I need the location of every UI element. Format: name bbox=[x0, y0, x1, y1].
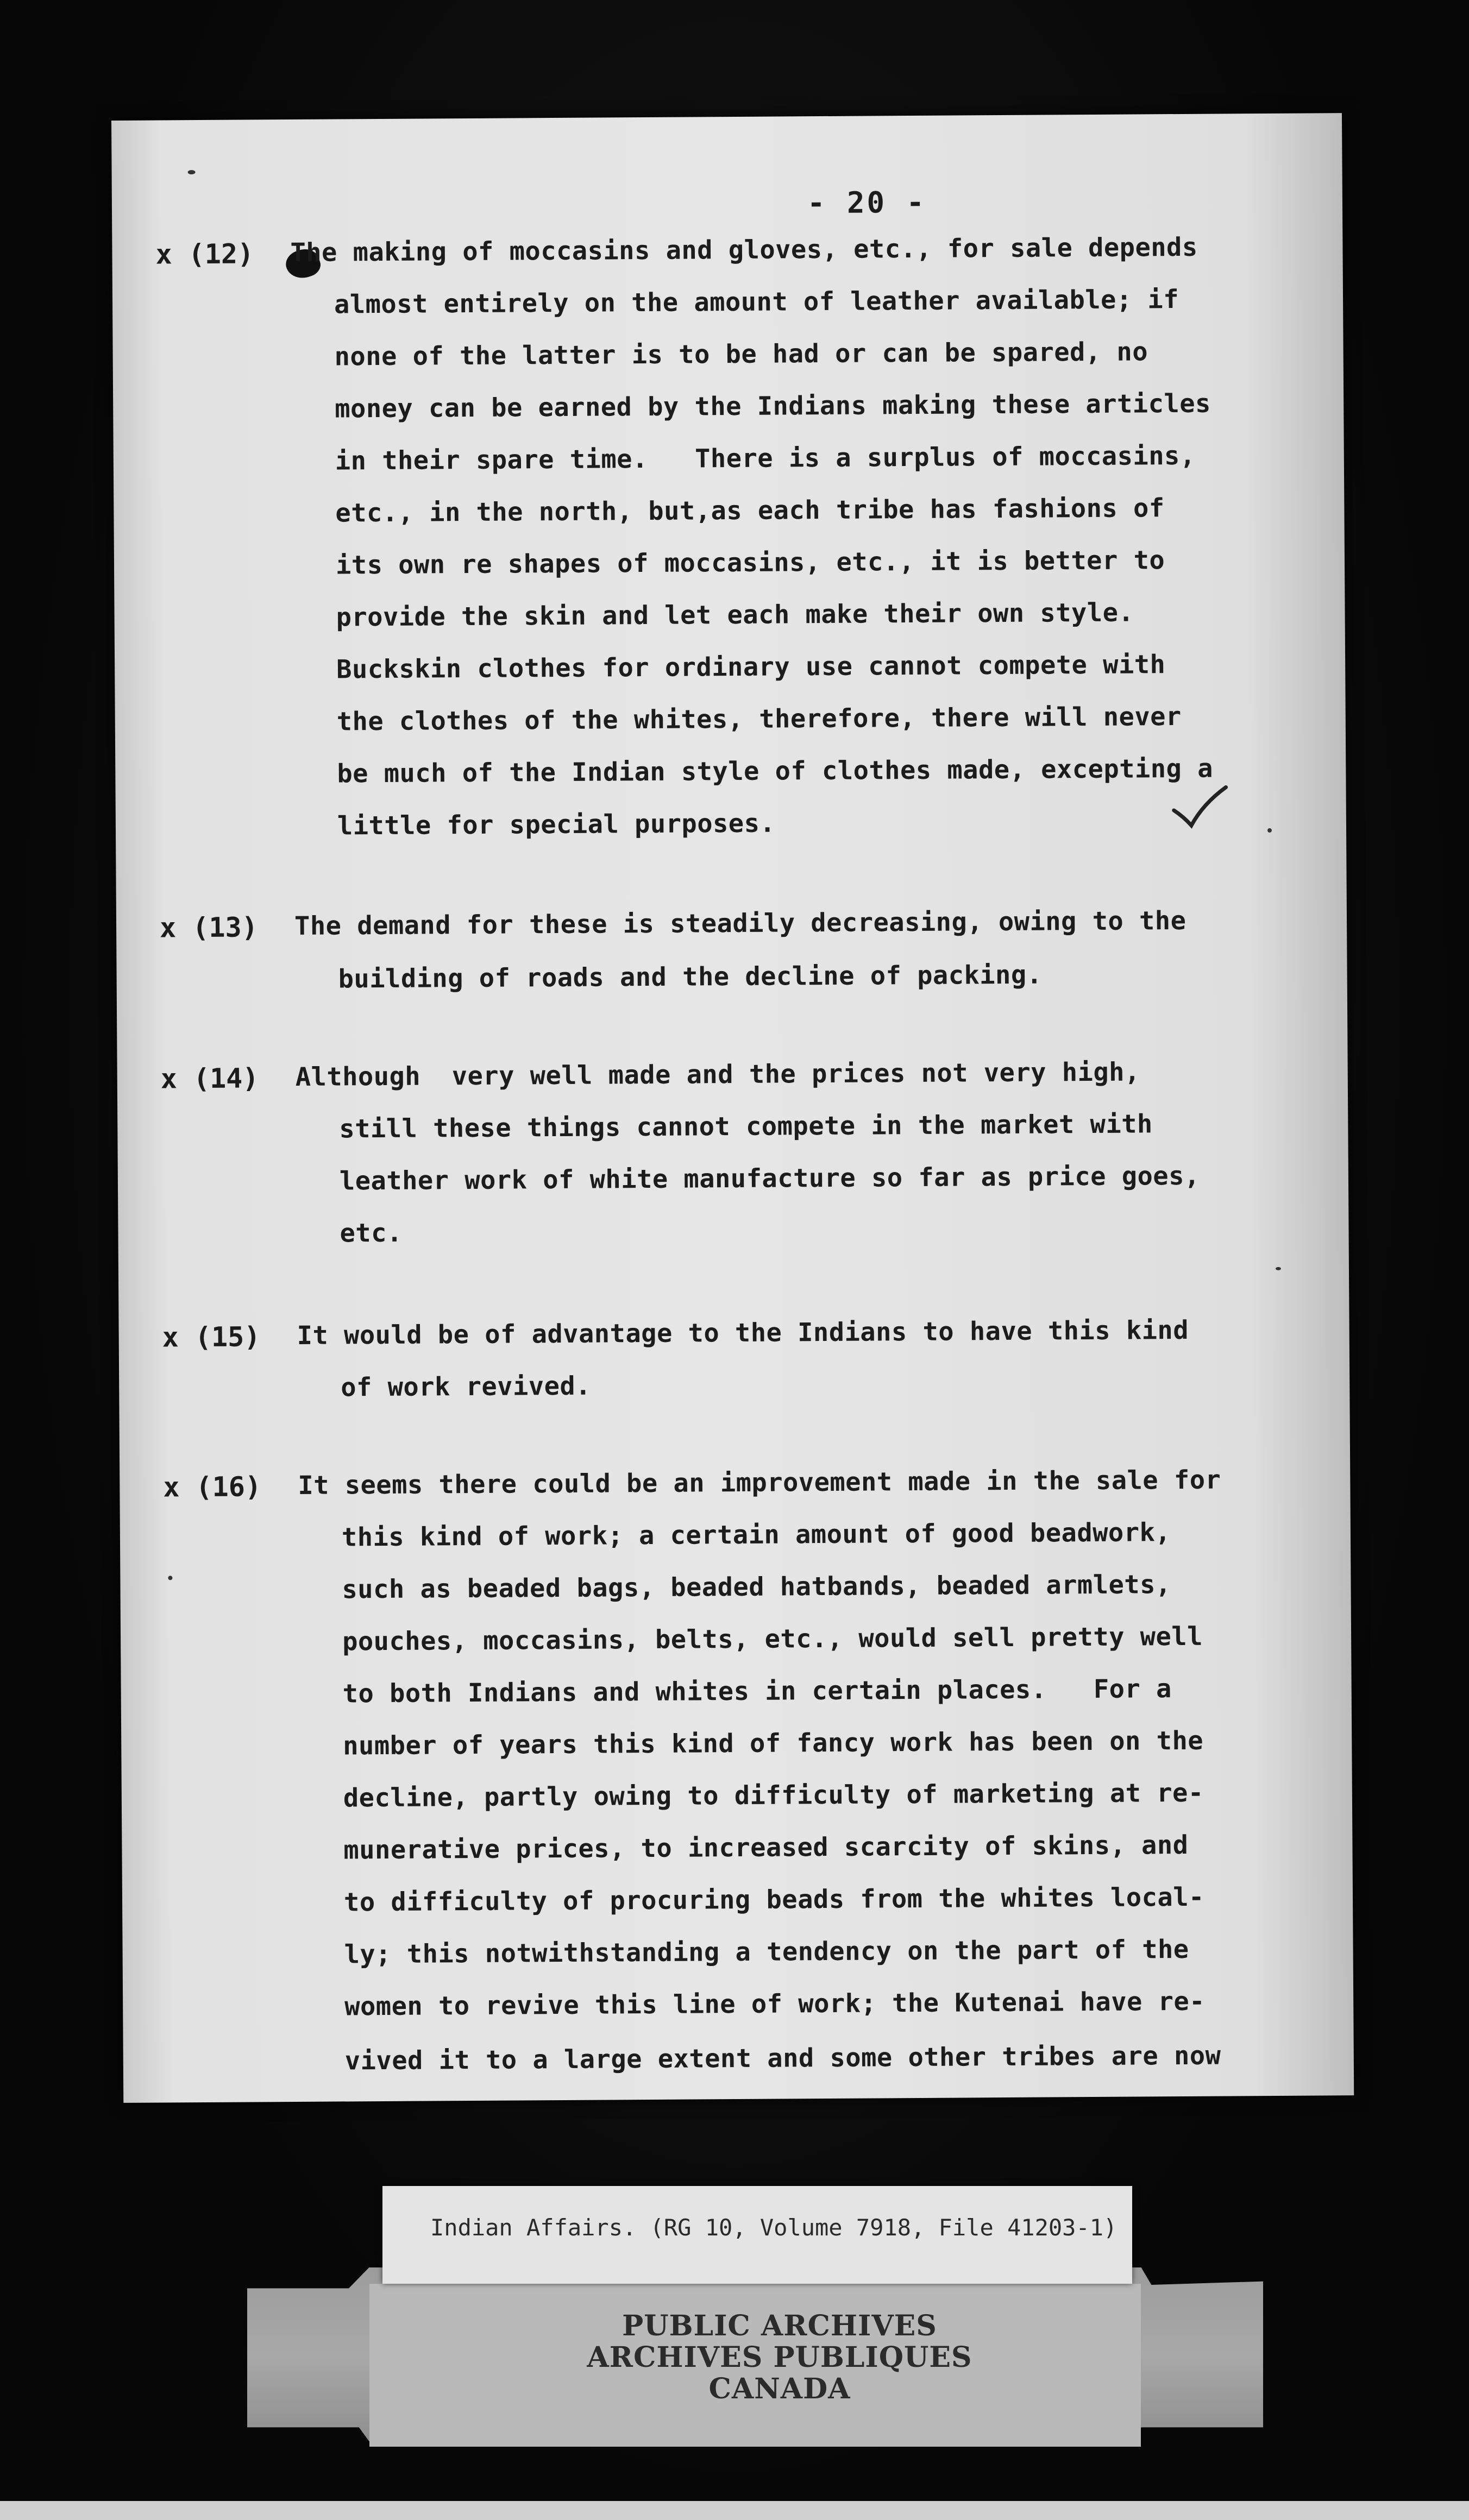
text-line: be much of the Indian style of clothes made, excepting a bbox=[337, 753, 1214, 789]
text-line: vived it to a large extent and some other tribes are now bbox=[344, 2040, 1221, 2076]
text-line: to both Indians and whites in certain places. For a bbox=[342, 1674, 1172, 1709]
text-line: building of roads and the decline of packing. bbox=[338, 960, 1043, 994]
text-line: this kind of work; a certain amount of good beadwork, bbox=[341, 1517, 1171, 1553]
film-speck bbox=[188, 170, 196, 174]
text-line: such as beaded bags, beaded hatbands, beaded armlets, bbox=[342, 1570, 1171, 1605]
film-bottom-edge bbox=[0, 2501, 1469, 2520]
text-line: Buckskin clothes for ordinary use cannot compete with bbox=[336, 650, 1166, 685]
text-line: none of the latter is to be had or can be spared, no bbox=[334, 337, 1148, 372]
text-line: provide the skin and let each make their own style. bbox=[336, 597, 1134, 633]
text-line: its own re shapes of moccasins, etc., it is better to bbox=[335, 545, 1165, 581]
text-line: etc., in the north, but,as each tribe has fashions of bbox=[335, 493, 1165, 528]
text-line: decline, partly owing to difficulty of marketing at re- bbox=[343, 1778, 1204, 1813]
paragraph-marker: x (16) bbox=[163, 1471, 262, 1503]
text-line: pouches, moccasins, belts, etc., would sell pretty well bbox=[342, 1621, 1203, 1657]
text-line: It seems there could be an improvement made in the sale for bbox=[298, 1465, 1221, 1501]
paragraph-marker: x (12) bbox=[155, 238, 254, 270]
text-line: money can be earned by the Indians making these articles bbox=[335, 388, 1211, 424]
text-line: little for special purposes. bbox=[337, 808, 776, 841]
paragraph-marker: x (13) bbox=[159, 911, 258, 944]
archive-stamp-line-3: CANADA bbox=[708, 2372, 851, 2405]
text-line: leather work of white manufacture so far as price goes, bbox=[339, 1161, 1200, 1196]
text-line: munerative prices, to increased scarcity of skins, and bbox=[343, 1830, 1189, 1866]
archive-reference-text: Indian Affairs. (RG 10, Volume 7918, File 41203-1) bbox=[430, 2214, 1118, 2241]
film-speck bbox=[168, 1576, 172, 1580]
text-line: ly; this notwithstanding a tendency on the part of the bbox=[344, 1934, 1189, 1970]
text-line: Although very well made and the prices not very high, bbox=[295, 1057, 1140, 1092]
film-speck bbox=[1276, 1267, 1281, 1270]
text-line: number of years this kind of fancy work has been on the bbox=[343, 1725, 1204, 1761]
text-line: still these things cannot compete in the market with bbox=[339, 1109, 1153, 1144]
text-line: of work revived. bbox=[341, 1371, 592, 1403]
paragraph-marker: x (14) bbox=[160, 1062, 259, 1095]
film-speck bbox=[1267, 828, 1272, 833]
text-line: the clothes of the whites, therefore, there will never bbox=[336, 701, 1182, 737]
paragraph-marker: x (15) bbox=[162, 1321, 261, 1353]
archive-stamp-line-2: ARCHIVES PUBLIQUES bbox=[587, 2341, 972, 2374]
archive-stamp-line-1: PUBLIC ARCHIVES bbox=[622, 2309, 937, 2342]
text-line: etc. bbox=[340, 1218, 403, 1249]
text-line: The making of moccasins and gloves, etc., for sale depends bbox=[290, 232, 1198, 268]
text-line: It would be of advantage to the Indians to have this kind bbox=[297, 1315, 1189, 1351]
text-line: women to revive this line of work; the Kutenai have re- bbox=[344, 1986, 1206, 2022]
page-number: - 20 - bbox=[807, 185, 927, 220]
text-line: The demand for these is steadily decreasing, owing to the bbox=[294, 905, 1186, 941]
text-line: almost entirely on the amount of leather available; if bbox=[334, 285, 1179, 320]
archive-reference-label bbox=[382, 2186, 1132, 2284]
check-mark-icon bbox=[1169, 782, 1229, 831]
typewritten-page bbox=[111, 113, 1354, 2103]
text-line: in their spare time. There is a surplus of moccasins, bbox=[335, 440, 1196, 476]
text-line: to difficulty of procuring beads from the whites local- bbox=[343, 1882, 1205, 1918]
